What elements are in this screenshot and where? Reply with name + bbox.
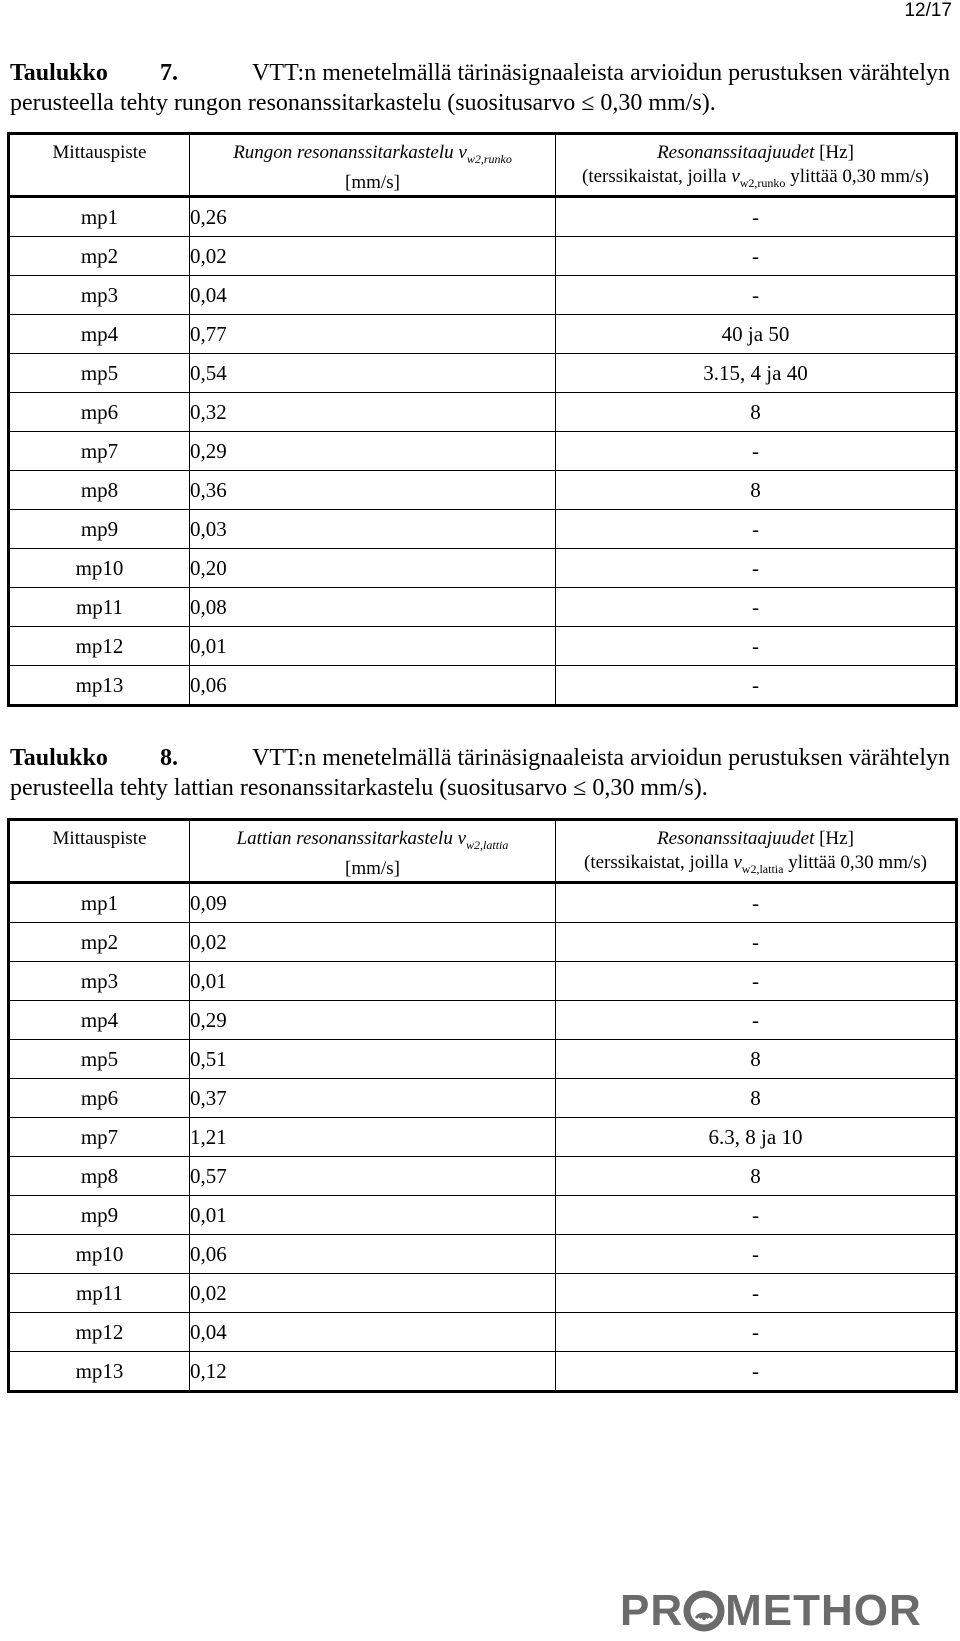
cell-frequencies: - [556, 1235, 957, 1274]
cell-mittauspiste: mp6 [9, 393, 190, 432]
table-row [9, 197, 957, 237]
cell-frequencies: 8 [556, 393, 957, 432]
table-8-caption-line2: perusteella tehty lattian resonanssitarkastelu (suositusarvo ≤ 0,30 mm/s). [10, 775, 708, 801]
cell-mittauspiste: mp9 [9, 1196, 190, 1235]
logo-o-signal-icon [683, 1590, 725, 1632]
cell-mittauspiste: mp12 [9, 627, 190, 666]
table-7-caption-line2: perusteella tehty rungon resonanssitarkastelu (suositusarvo ≤ 0,30 mm/s). [10, 90, 716, 116]
cell-frequencies: 8 [556, 1079, 957, 1118]
cell-mittauspiste: mp13 [9, 1352, 190, 1392]
cell-frequencies: - [556, 432, 957, 471]
cell-value: 0,06 [190, 1235, 556, 1274]
cell-mittauspiste: mp10 [9, 549, 190, 588]
cell-value: 0,51 [190, 1040, 556, 1079]
cell-value: 0,03 [190, 510, 556, 549]
table-row [9, 1352, 957, 1392]
table-8 [7, 818, 958, 1393]
cell-frequencies: - [556, 276, 957, 315]
header-rungon-resonanssitarkastelu: Rungon resonanssitarkastelu $v_{w2,runko}$ [mm/s] [190, 134, 556, 197]
table-row [9, 1079, 957, 1118]
cell-mittauspiste: mp3 [9, 962, 190, 1001]
table-row [9, 1274, 957, 1313]
cell-mittauspiste: mp2 [9, 237, 190, 276]
table-7-caption-line1: VTT:n menetelmällä tärinäsignaaleista arvioidun perustuksen värähtelyn [252, 60, 950, 86]
table-8-caption-line1: VTT:n menetelmällä tärinäsignaaleista arvioidun perustuksen värähtelyn [252, 745, 950, 771]
cell-value: 0,26 [190, 197, 556, 237]
table-row [9, 549, 957, 588]
table-row [9, 354, 957, 393]
table-row [9, 276, 957, 315]
cell-value: 0,54 [190, 354, 556, 393]
cell-mittauspiste: mp2 [9, 923, 190, 962]
table-row [9, 1196, 957, 1235]
table-row [9, 432, 957, 471]
table-7 [7, 132, 958, 707]
cell-value: 0,04 [190, 1313, 556, 1352]
cell-frequencies: - [556, 627, 957, 666]
cell-mittauspiste: mp6 [9, 1079, 190, 1118]
cell-mittauspiste: mp7 [9, 432, 190, 471]
cell-frequencies: 8 [556, 471, 957, 510]
cell-frequencies: - [556, 510, 957, 549]
cell-frequencies: - [556, 1274, 957, 1313]
header-mittauspiste: Mittauspiste [9, 134, 190, 197]
cell-value: 0,77 [190, 315, 556, 354]
promethor-logo [620, 1588, 922, 1634]
page-number: 12/17 [904, 0, 952, 21]
cell-mittauspiste: mp12 [9, 1313, 190, 1352]
cell-mittauspiste: mp11 [9, 1274, 190, 1313]
table-row [9, 471, 957, 510]
table-row [9, 1001, 957, 1040]
table-row [9, 627, 957, 666]
cell-value: 0,01 [190, 627, 556, 666]
cell-frequencies: - [556, 923, 957, 962]
cell-mittauspiste: mp7 [9, 1118, 190, 1157]
cell-frequencies: - [556, 666, 957, 706]
header-mittauspiste: Mittauspiste [9, 820, 190, 883]
table-header-row [9, 134, 957, 197]
cell-frequencies: - [556, 588, 957, 627]
cell-mittauspiste: mp9 [9, 510, 190, 549]
cell-frequencies: 8 [556, 1157, 957, 1196]
cell-value: 0,32 [190, 393, 556, 432]
logo-text-end: METHOR [725, 1586, 922, 1635]
cell-value: 0,37 [190, 1079, 556, 1118]
table-row [9, 315, 957, 354]
cell-mittauspiste: mp11 [9, 588, 190, 627]
cell-frequencies: - [556, 1313, 957, 1352]
table-8-caption [10, 743, 950, 803]
table-row [9, 1157, 957, 1196]
cell-value: 0,01 [190, 962, 556, 1001]
cell-frequencies: 8 [556, 1040, 957, 1079]
cell-mittauspiste: mp8 [9, 1157, 190, 1196]
table-row [9, 1118, 957, 1157]
table-row [9, 962, 957, 1001]
header-resonanssitaajuudet: Resonanssitaajuudet [Hz] (terssikaistat, joilla $v_{w2,runko}$ ylittää 0,30 mm/s) [556, 134, 957, 197]
header-resonanssitaajuudet: Resonanssitaajuudet [Hz] (terssikaistat, joilla $v_{w2,lattia}$ ylittää 0,30 mm/s) [556, 820, 957, 883]
cell-frequencies: - [556, 883, 957, 923]
cell-mittauspiste: mp3 [9, 276, 190, 315]
cell-mittauspiste: mp1 [9, 197, 190, 237]
cell-mittauspiste: mp1 [9, 883, 190, 923]
table-row [9, 1235, 957, 1274]
cell-mittauspiste: mp13 [9, 666, 190, 706]
cell-value: 0,01 [190, 1196, 556, 1235]
cell-value: 0,02 [190, 1274, 556, 1313]
cell-value: 0,08 [190, 588, 556, 627]
cell-frequencies: - [556, 197, 957, 237]
cell-mittauspiste: mp4 [9, 1001, 190, 1040]
cell-mittauspiste: mp10 [9, 1235, 190, 1274]
table-row [9, 237, 957, 276]
table-7-caption [10, 58, 950, 118]
cell-frequencies: - [556, 1352, 957, 1392]
cell-mittauspiste: mp5 [9, 1040, 190, 1079]
cell-value: 0,57 [190, 1157, 556, 1196]
cell-frequencies: - [556, 549, 957, 588]
cell-frequencies: 6.3, 8 ja 10 [556, 1118, 957, 1157]
header-lattian-resonanssitarkastelu: Lattian resonanssitarkastelu $v_{w2,lattia}$ [mm/s] [190, 820, 556, 883]
cell-value: 1,21 [190, 1118, 556, 1157]
cell-value: 0,02 [190, 237, 556, 276]
cell-mittauspiste: mp8 [9, 471, 190, 510]
cell-value: 0,29 [190, 1001, 556, 1040]
cell-frequencies: - [556, 237, 957, 276]
cell-frequencies: - [556, 962, 957, 1001]
cell-value: 0,20 [190, 549, 556, 588]
cell-frequencies: 3.15, 4 ja 40 [556, 354, 957, 393]
table-row [9, 393, 957, 432]
table-row [9, 1313, 957, 1352]
table-row [9, 588, 957, 627]
cell-frequencies: - [556, 1001, 957, 1040]
table-row [9, 666, 957, 706]
cell-value: 0,09 [190, 883, 556, 923]
cell-value: 0,04 [190, 276, 556, 315]
cell-value: 0,12 [190, 1352, 556, 1392]
cell-frequencies: - [556, 1196, 957, 1235]
table-8-label: Taulukko 8. [10, 745, 178, 771]
table-row [9, 1040, 957, 1079]
cell-mittauspiste: mp5 [9, 354, 190, 393]
cell-mittauspiste: mp4 [9, 315, 190, 354]
table-7-label: Taulukko 7. [10, 60, 178, 86]
table-header-row [9, 820, 957, 883]
logo-text-start: PR [620, 1586, 684, 1635]
table-row [9, 923, 957, 962]
cell-value: 0,36 [190, 471, 556, 510]
table-row [9, 510, 957, 549]
table-row [9, 883, 957, 923]
cell-frequencies: 40 ja 50 [556, 315, 957, 354]
cell-value: 0,06 [190, 666, 556, 706]
cell-value: 0,29 [190, 432, 556, 471]
cell-value: 0,02 [190, 923, 556, 962]
